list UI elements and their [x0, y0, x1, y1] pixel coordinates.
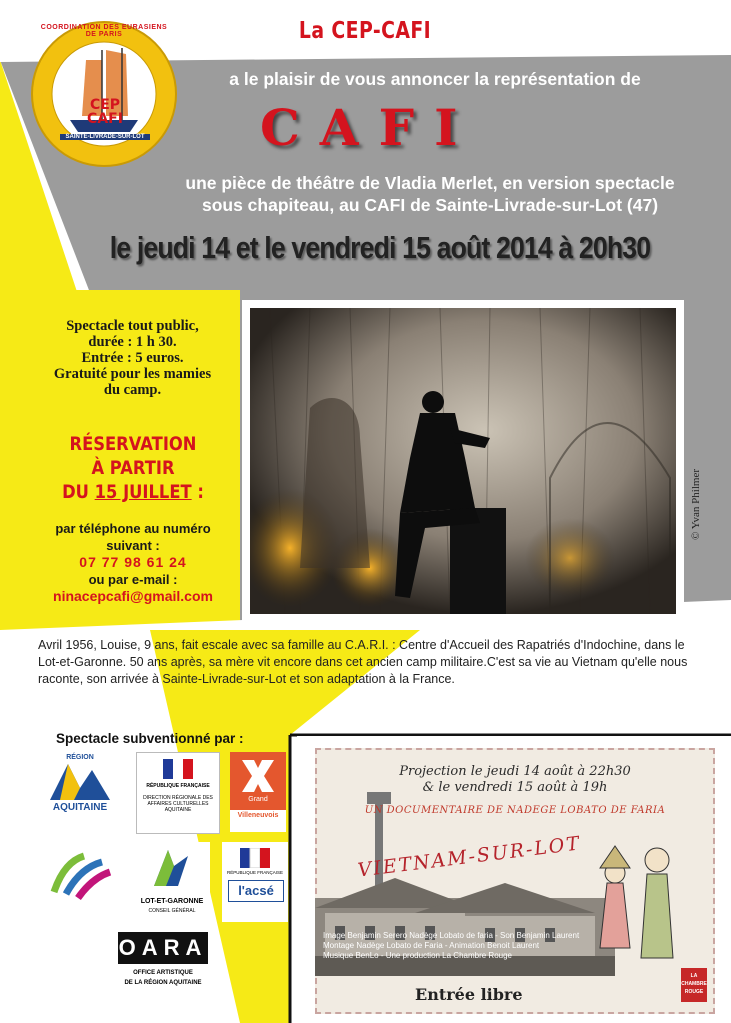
drac-logo: [136, 752, 220, 834]
info-line-4: Gratuité pour les mamies: [53, 366, 212, 382]
reservation-line-2: À PARTIR: [91, 457, 175, 479]
acse-label: l'acsé: [228, 880, 284, 902]
synopsis: Avril 1956, Louise, 9 ans, fait escale avec sa famille au C.A.R.I. : Centre d'Accueil des Rapatriés d'Indochine, dans le Lot-et-Garonne. 50 ans après, sa mère vit encore dans cet ancien camp militaire.C'est sa vie au Vietnam qu'elle nous raconte, son arrivée à Sainte-Livrade-sur-Lot et son adaptation à la France.: [38, 638, 688, 686]
region-aquitaine-logo: [44, 752, 116, 818]
phone-number[interactable]: 07 77 98 61 24: [79, 554, 187, 570]
documentary-card: [315, 748, 715, 1014]
aquitaine-label: AQUITAINE: [52, 802, 108, 813]
info-line-2: durée : 1 h 30.: [88, 334, 177, 350]
sponsors-title: Spectacle subventionné par :: [56, 731, 244, 746]
logo-name: CEP CAFI: [87, 97, 123, 127]
reservation-suffix: :: [191, 481, 204, 503]
villeneuvois-label: Villeneuvois: [237, 812, 279, 819]
contact-line-1: par téléphone au numéro: [55, 521, 211, 536]
grand-villeneuvois-logo: [230, 752, 286, 832]
conseil-label: CONSEIL GÉNÉRAL: [148, 908, 196, 914]
subtitle-line-1: une pièce de théâtre de Vladia Merlet, en version spectacle: [185, 173, 675, 193]
producer-logo-line-1: LA CHAMBRE: [681, 973, 707, 987]
oara-label: OARA: [118, 932, 208, 964]
drac-republic: RÉPUBLIQUE FRANÇAISE: [146, 783, 210, 789]
info-line-1: Spectacle tout public,: [66, 318, 199, 334]
lot-et-garonne-logo: [134, 842, 210, 922]
info-line-5: du camp.: [103, 382, 162, 398]
reservation-notice: [43, 432, 224, 504]
cep-cafi-logo: [30, 20, 178, 168]
film-credits: [323, 931, 613, 961]
oara-logo: [116, 930, 210, 998]
reservation-line-1: RÉSERVATION: [69, 433, 197, 455]
oara-line-1: OFFICE ARTISTIQUE: [133, 970, 193, 976]
producer-logo-line-2: ROUGE: [684, 989, 704, 995]
intro-text: a le plaisir de vous annoncer la représentation de: [229, 69, 641, 89]
contact-line-2: suivant :: [106, 538, 160, 553]
show-title: CAFI: [260, 98, 478, 157]
show-subtitle: [165, 172, 695, 216]
documentary-subtitle: UN DOCUMENTAIRE DE NADEGE LOBATO DE FARIA: [364, 805, 666, 816]
reservation-line-3: [43, 480, 224, 504]
documentary-panel: [297, 736, 731, 1023]
logo-ring-text: COORDINATION DES EURASIENS DE PARIS: [40, 24, 168, 38]
show-photo: [242, 300, 684, 622]
credit-line-2: Montage Nadège Lobato de Faria - Animation Benoit Laurent: [323, 941, 540, 950]
sud-ouest-logo: [44, 842, 118, 912]
email-link[interactable]: ninacepcafi@gmail.com: [53, 588, 213, 604]
acse-republic: RÉPUBLIQUE FRANÇAISE: [226, 870, 283, 875]
credit-line-1: Image Benjamin Serero Nadège Lobato de faria - Son Benjamin Laurent: [323, 931, 580, 940]
projection-line-1: Projection le jeudi 14 août à 22h30: [399, 764, 631, 779]
reservation-prefix: DU: [62, 481, 95, 503]
contact-info: [28, 520, 238, 605]
logo-place: SAINTE-LIVRADE-SUR-LOT: [60, 134, 150, 140]
lot-garonne-label: LOT-ET-GARONNE: [140, 898, 204, 905]
film-title: VIETNAM-SUR-LOT: [356, 832, 583, 882]
projection-line-2: & le vendredi 15 août à 19h: [422, 780, 608, 795]
contact-line-3: ou par e-mail :: [88, 572, 178, 587]
free-entry: Entrée libre: [415, 985, 523, 1004]
info-line-3: Entrée : 5 euros.: [81, 350, 184, 366]
drac-text: DIRECTION RÉGIONALE DES AFFAIRES CULTURELLES AQUITAINE: [143, 795, 213, 813]
acse-logo: [222, 842, 288, 922]
reservation-date: 15 JUILLET: [94, 481, 192, 503]
photo-credit: © Yvan Philmer: [690, 468, 702, 540]
subtitle-line-2: sous chapiteau, au CAFI de Sainte-Livrade-sur-Lot (47): [201, 195, 659, 215]
credit-line-3: Musique BenLo - Une production La Chambre Rouge: [323, 951, 513, 960]
chambre-rouge-logo: [681, 968, 707, 1002]
grand-label: Grand: [248, 796, 268, 803]
show-info: [30, 318, 235, 398]
show-dates: le jeudi 14 et le vendredi 15 août 2014 à 20h30: [109, 230, 651, 265]
organizer-title: La CEP-CAFI: [298, 18, 432, 44]
oara-line-2: DE LA RÉGION AQUITAINE: [124, 980, 202, 986]
aquitaine-top-label: RÉGION: [66, 754, 94, 761]
